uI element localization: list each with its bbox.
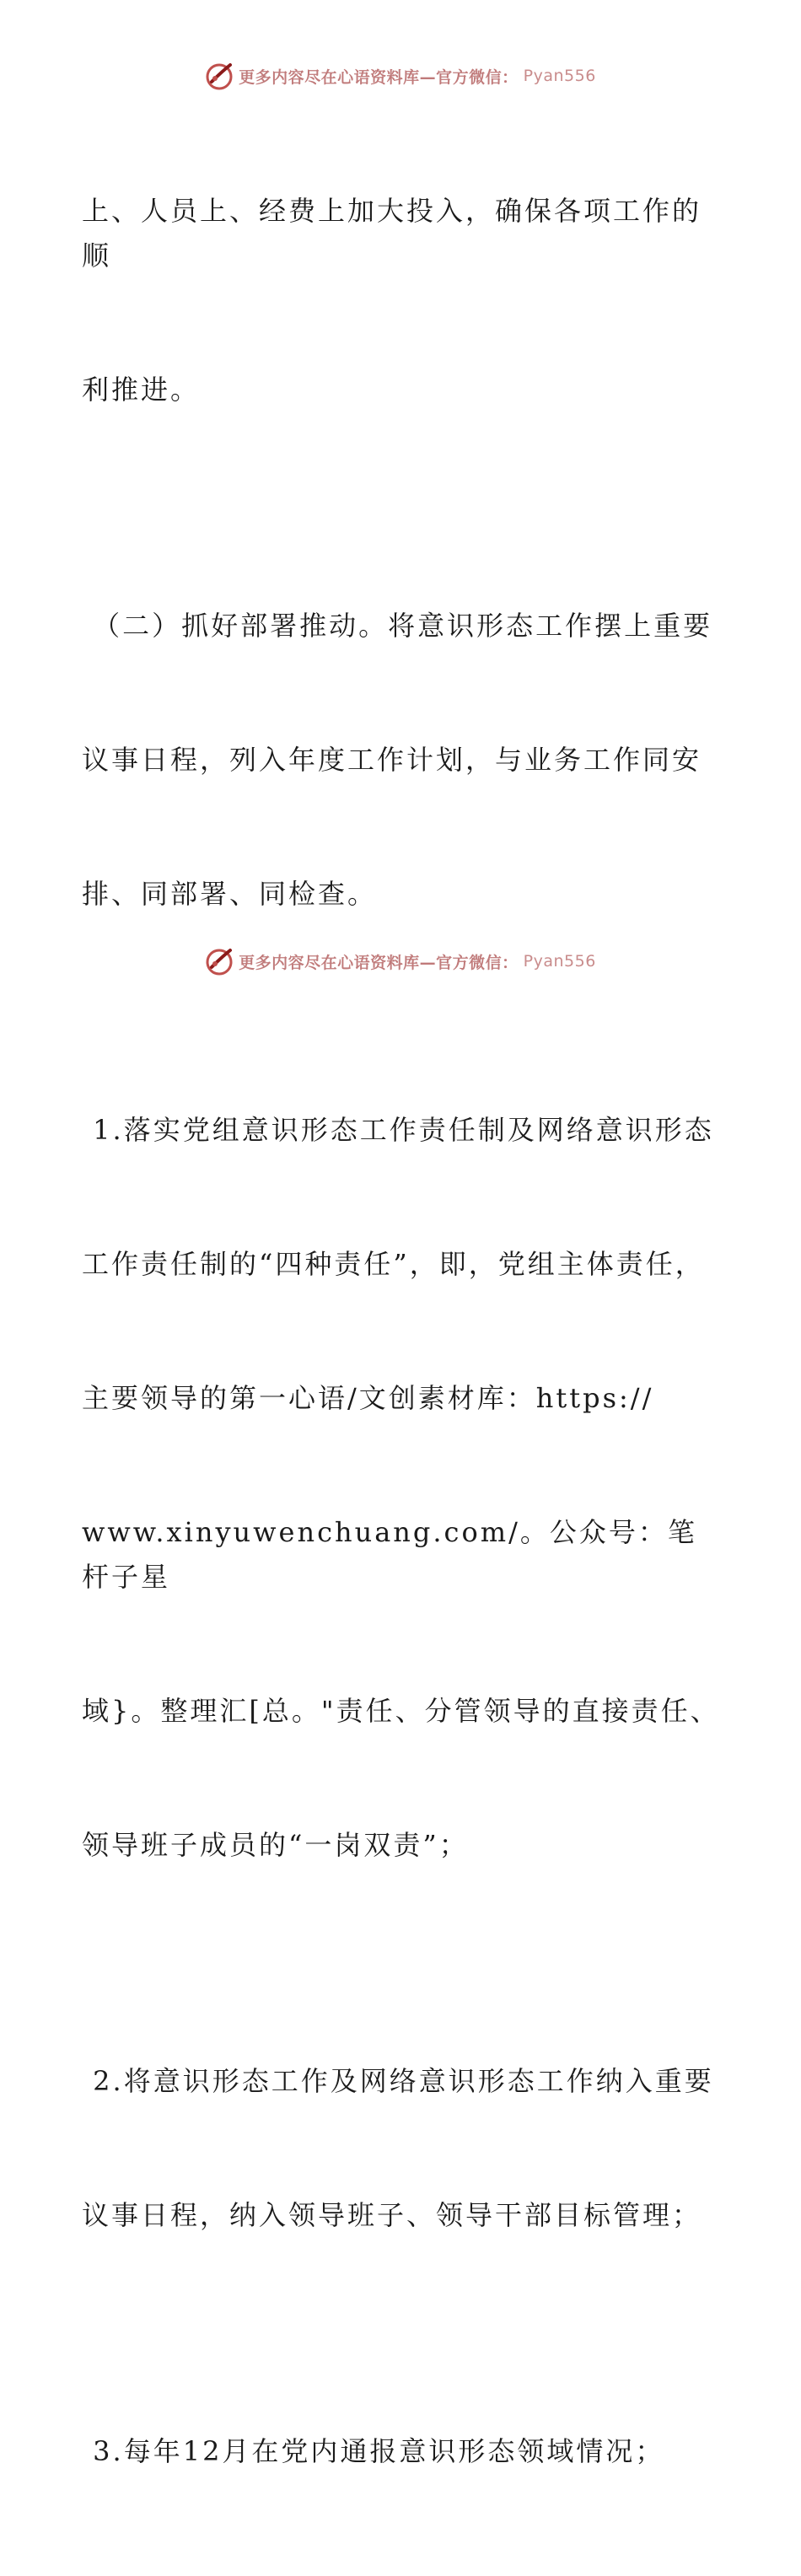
document-body [82, 99, 723, 2576]
text-line: 上、人员上、经费上加大投入，确保各项工作的顺 [82, 195, 702, 272]
paragraph-2 [82, 514, 723, 1006]
footer-watermark [0, 944, 801, 978]
text-line: 利推进。 [82, 374, 201, 406]
watermark-text: 更多内容尽在心语资料库—官方微信： [239, 953, 519, 972]
paragraph-1 [82, 99, 723, 502]
text-line: 3.每年12月在党内通报意识形态领域情况； [82, 2435, 665, 2467]
paragraph-3 [82, 1019, 723, 1957]
brush-logo-icon [205, 62, 234, 90]
text-line: 1.落实党组意识形态工作责任制及网络意识形态 [82, 1114, 714, 1146]
paragraph-5 [82, 2340, 723, 2563]
text-line: 排、同部署、同检查。 [82, 878, 378, 910]
watermark-id: Pyan556 [523, 952, 596, 971]
text-line: 主要领导的第一心语/文创素材库：https:// [82, 1382, 654, 1414]
text-line: 议事日程，列入年度工作计划，与业务工作同安 [82, 744, 702, 776]
text-line: 域}。整理汇[总。"责任、分管领导的直接责任、 [82, 1695, 720, 1727]
watermark-text: 更多内容尽在心语资料库—官方微信： [239, 67, 519, 87]
text-line: 领导班子成员的“一岗双责”； [82, 1829, 469, 1861]
paragraph-4 [82, 1970, 723, 2327]
text-line: 2.将意识形态工作及网络意识形态工作纳入重要 [82, 2065, 714, 2097]
brush-logo-icon [205, 947, 234, 976]
text-line: （二）抓好部署推动。将意识形态工作摆上重要 [82, 610, 713, 642]
text-line: 工作责任制的“四种责任”，即，党组主体责任， [82, 1248, 705, 1280]
text-line: 议事日程，纳入领导班子、领导干部目标管理； [82, 2199, 702, 2231]
header-watermark [0, 59, 801, 93]
text-line: www.xinyuwenchuang.com/。公众号：笔杆子星 [82, 1516, 697, 1593]
watermark-id: Pyan556 [523, 67, 596, 85]
